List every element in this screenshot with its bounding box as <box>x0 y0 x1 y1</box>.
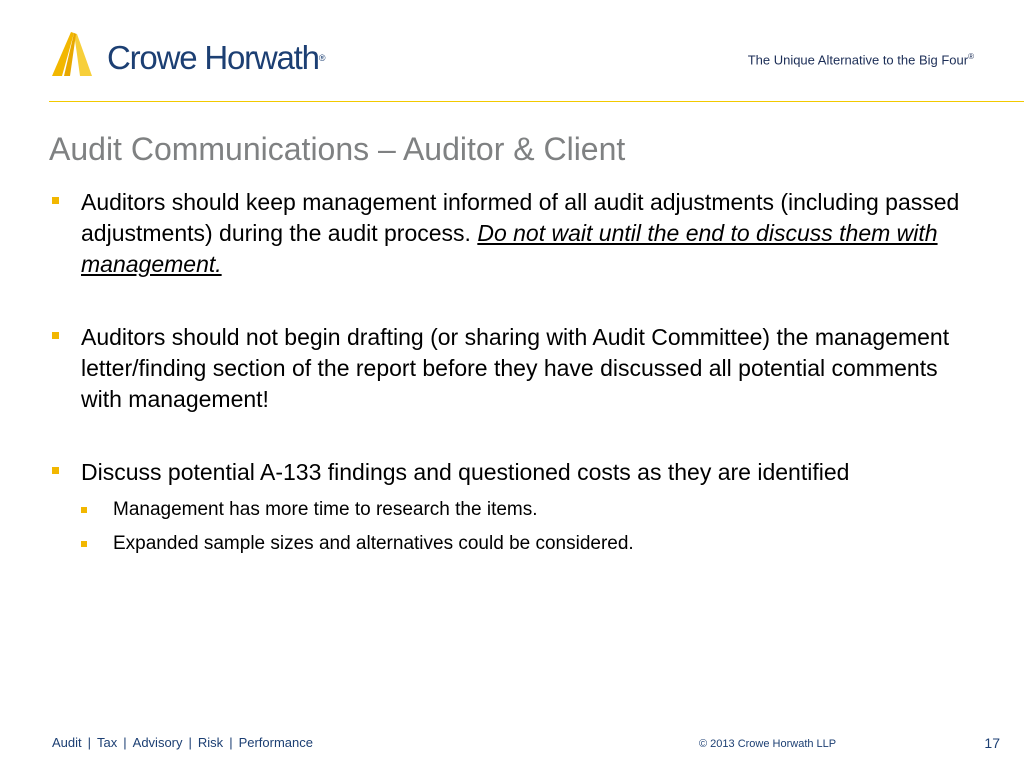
footer-services <box>52 735 313 750</box>
footer-separator: | <box>188 735 192 750</box>
footer-separator: | <box>87 735 92 750</box>
slide-content <box>52 187 982 556</box>
bullet-text: Auditors should not begin drafting (or sharing with Audit Committee) the management letter/finding section of the report before they have discussed all potential comments with management! <box>81 324 950 412</box>
header-divider <box>49 101 1024 102</box>
sub-bullet-item <box>81 497 982 522</box>
slide-title: Audit Communications – Auditor & Client <box>49 131 626 167</box>
bullet-square-icon <box>81 541 87 547</box>
sub-bullet-item <box>81 531 982 556</box>
bullet-text: Discuss potential A-133 findings and questioned costs as they are identified <box>81 459 850 485</box>
footer-service-performance: Performance <box>238 735 313 750</box>
footer-service-tax: Tax <box>97 735 118 750</box>
footer-service-risk: Risk <box>197 735 224 750</box>
bullet-square-icon <box>52 467 59 474</box>
bullet-square-icon <box>52 197 59 204</box>
footer-service-advisory: Advisory <box>132 735 183 750</box>
crowe-logo-icon <box>50 30 100 78</box>
bullet-item <box>52 457 982 556</box>
bullet-square-icon <box>81 507 87 513</box>
bullet-emphasis-text: Do not wait until the end to discuss them with management. <box>81 220 938 277</box>
footer-separator: | <box>229 735 233 750</box>
sub-bullet-text: Management has more time to research the items. <box>113 499 538 520</box>
sub-bullet-text: Expanded sample sizes and alternatives could be considered. <box>113 533 634 554</box>
footer-separator: | <box>123 735 127 750</box>
sub-bullet-list <box>81 497 982 556</box>
footer-service-audit: Audit <box>52 735 82 750</box>
bullet-text: Auditors should keep management informed of all audit adjustments (including passed adjustments) during the audit process. <box>81 189 960 246</box>
bullet-item <box>52 322 982 415</box>
page-number: 17 <box>984 735 1000 751</box>
tagline: The Unique Alternative to the Big Four® <box>747 52 974 68</box>
copyright: © 2013 Crowe Horwath LLP <box>699 738 837 750</box>
bullet-square-icon <box>52 332 59 339</box>
logo-wordmark: Crowe Horwath® <box>107 39 325 76</box>
bullet-item <box>52 187 982 280</box>
